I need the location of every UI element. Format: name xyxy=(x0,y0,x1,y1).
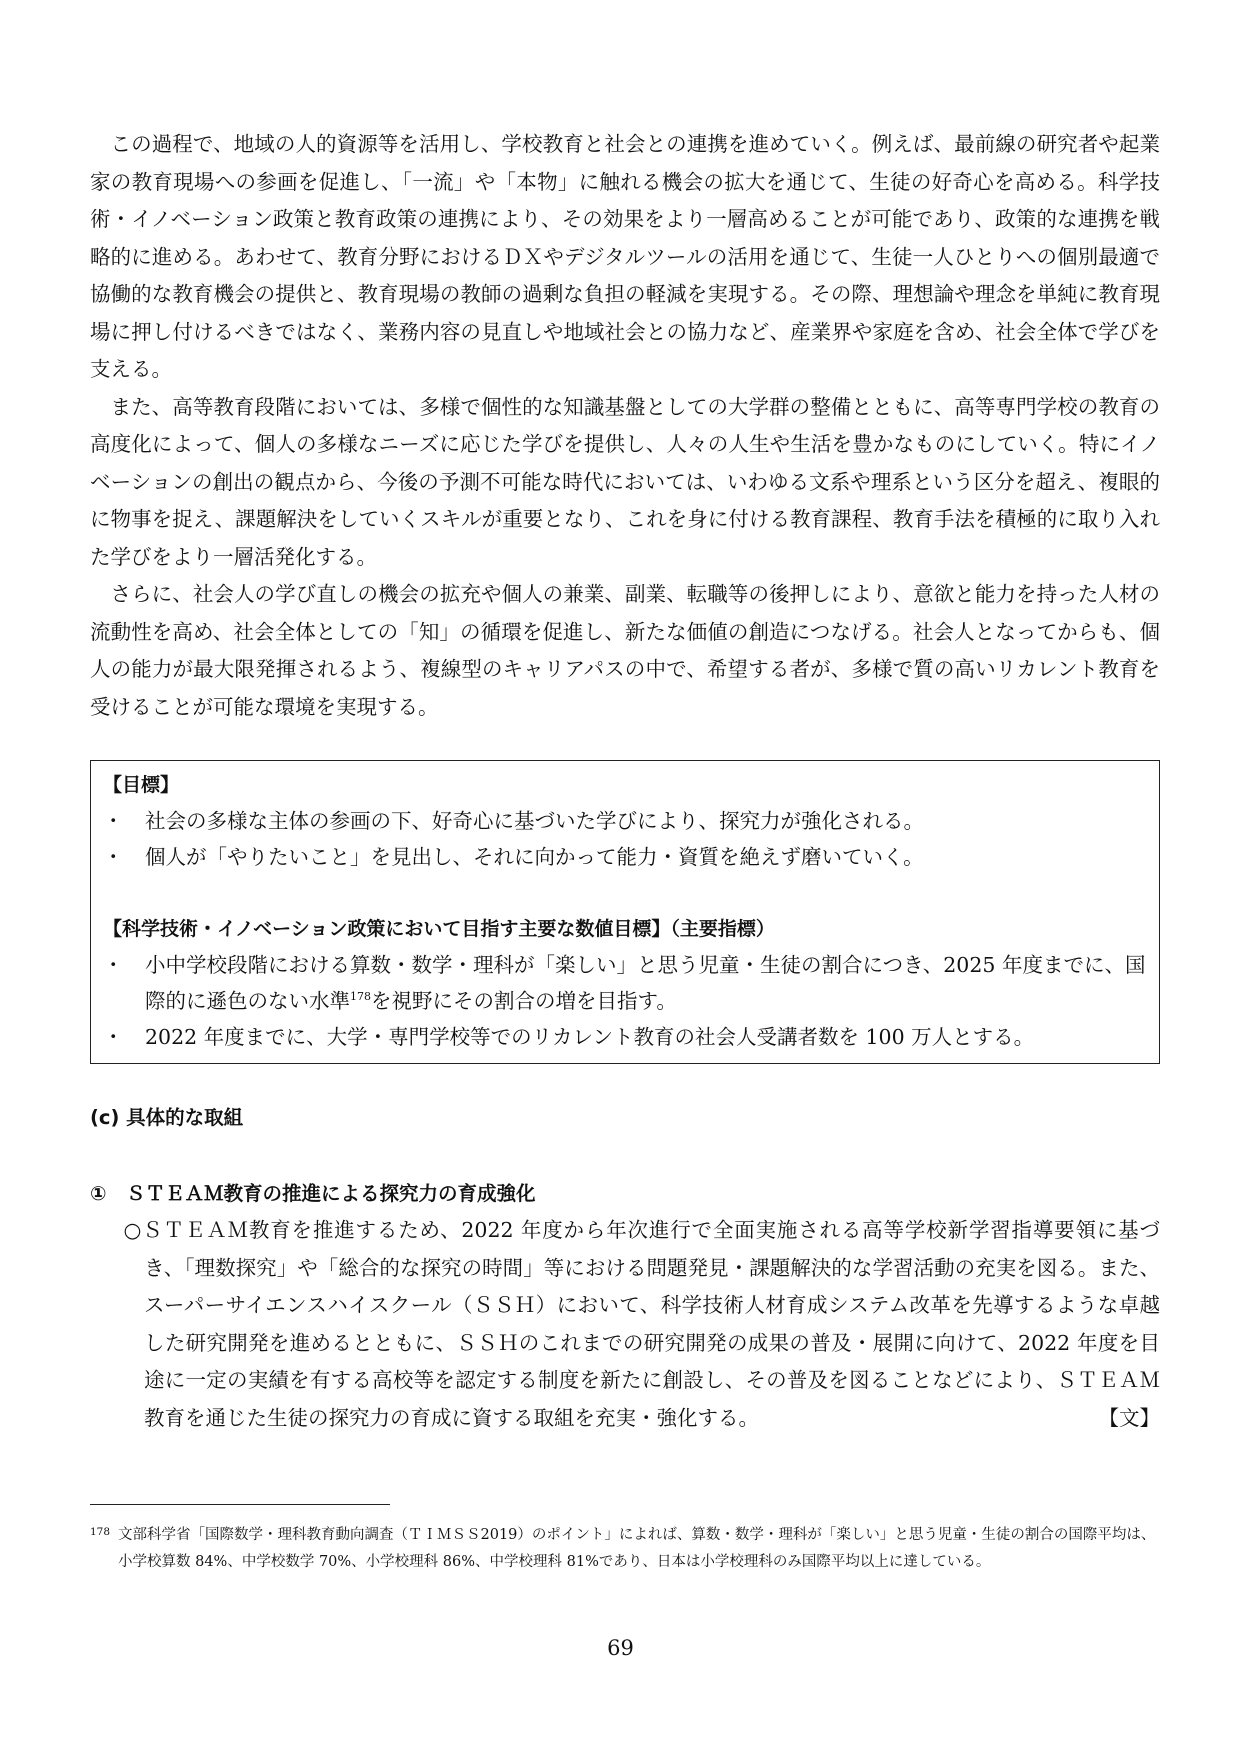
paragraph-3: さらに、社会人の学び直しの機会の拡充や個人の兼業、副業、転職等の後押しにより、意欲と能力を持った人材の流動性を高め、社会全体としての「知」の循環を促進し、新たな価値の創造につなげる。社会人となってからも、個人の能力が最大限発揮されるよう、複線型のキャリアパスの中で、希望する者が、多様で質の高いリカレント教育を受けることが可能な環境を実現する。 xyxy=(90,582,1160,719)
target-text: 2022 年度までに、大学・専門学校等でのリカレント教育の社会人受講者数を 100 万人とする。 xyxy=(145,1025,1035,1049)
goals-box xyxy=(90,760,1160,1064)
goal-item xyxy=(103,803,1147,839)
bullet: ・ xyxy=(103,953,124,977)
goal-text: 社会の多様な主体の参画の下、好奇心に基づいた学びにより、探究力が強化される。 xyxy=(145,809,924,833)
section-heading: (c) 具体的な取組 xyxy=(90,1106,244,1129)
footnote-number: 178 xyxy=(90,1526,111,1538)
page-number: 69 xyxy=(607,1636,634,1660)
goal-text: 個人が「やりたいこと」を見出し、それに向かって能力・資質を絶えず磨いていく。 xyxy=(145,845,924,869)
goal-heading: 【目標】 xyxy=(103,774,180,796)
target-heading: 【科学技術・イノベーション政策において目指す主要な数値目標】（主要指標） xyxy=(103,918,775,940)
initiative-item xyxy=(100,1212,1160,1437)
initiative-text: ○ＳＴＥＡＭ教育を推進するため、2022 年度から年次進行で全面実施される高等学校新学習指導要領に基づき、「理数探究」や「総合的な探究の時間」等における問題発見・課題解決的な学習活動の充実を図る。また、スーパーサイエンスハイスクール（ＳＳＨ）において、科学技術人材育成システム改革を先導するような卓越した研究開発を進めるとともに、ＳＳＨのこれまでの研究開発の成果の普及・展開に向けて、2022 年度を目途に一定の実績を有する高校等を認定する制度を新たに創設し、その普及を図ることなどにより、ＳＴＥＡＭ教育を通じた生徒の探究力の育成に資する取組を充実・強化する。 xyxy=(123,1218,1160,1430)
bullet: ・ xyxy=(103,1025,124,1049)
bullet: ・ xyxy=(103,845,124,869)
ministry-tag: 【文】 xyxy=(1098,1405,1160,1430)
target-item xyxy=(103,1019,1147,1055)
subsection-heading: ① ＳＴＥＡＭ教育の推進による探究力の育成強化 xyxy=(90,1182,536,1205)
goal-item xyxy=(103,839,1147,875)
paragraph-2: また、高等教育段階においては、多様で個性的な知識基盤としての大学群の整備とともに、高等専門学校の教育の高度化によって、個人の多様なニーズに応じた学びを提供し、人々の人生や生活を豊かなものにしていく。特にイノベーションの創出の観点から、今後の予測不可能な時代においては、いわゆる文系や理系という区分を超え、複眼的に物事を捉え、課題解決をしていくスキルが重要となり、これを身に付ける教育課程、教育手法を積極的に取り入れた学びをより一層活発化する。 xyxy=(90,394,1160,569)
page-body xyxy=(90,126,1160,1437)
bullet: ・ xyxy=(103,809,124,833)
footnote-ref: 178 xyxy=(350,990,371,1004)
target-item xyxy=(103,947,1147,1019)
footnote-text: 文部科学省「国際数学・理科教育動向調査（ＴＩＭＳＳ2019）のポイント」によれば、算数・数学・理科が「楽しい」と思う児童・生徒の割合の国際平均は、小学校算数 84%、中学校数学 70%、小学校理科 86%、中学校理科 81%であり、日本は小学校理科のみ国際平均以上に達している。 xyxy=(118,1527,1156,1570)
paragraph-1: この過程で、地域の人的資源等を活用し、学校教育と社会との連携を進めていく。例えば、最前線の研究者や起業家の教育現場への参画を促進し、「一流」や「本物」に触れる機会の拡大を通じて、生徒の好奇心を高める。科学技術・イノベーション政策と教育政策の連携により、その効果をより一層高めることが可能であり、政策的な連携を戦略的に進める。あわせて、教育分野におけるＤＸやデジタルツールの活用を通じて、生徒一人ひとりへの個別最適で協働的な教育機会の提供と、教育現場の教師の過剰な負担の軽減を実現する。その際、理想論や理念を単純に教育現場に押し付けるべきではなく、業務内容の見直しや地域社会との協力など、産業界や家庭を含め、社会全体で学びを支える。 xyxy=(90,132,1160,381)
footnote-divider xyxy=(90,1504,390,1505)
target-text: 小中学校段階における算数・数学・理科が「楽しい」と思う児童・生徒の割合につき、2025 年度までに、国際的に遜色のない水準$^{178}$を視野にその割合の増を目指す。 xyxy=(145,953,1146,1013)
footnote xyxy=(90,1522,1160,1576)
